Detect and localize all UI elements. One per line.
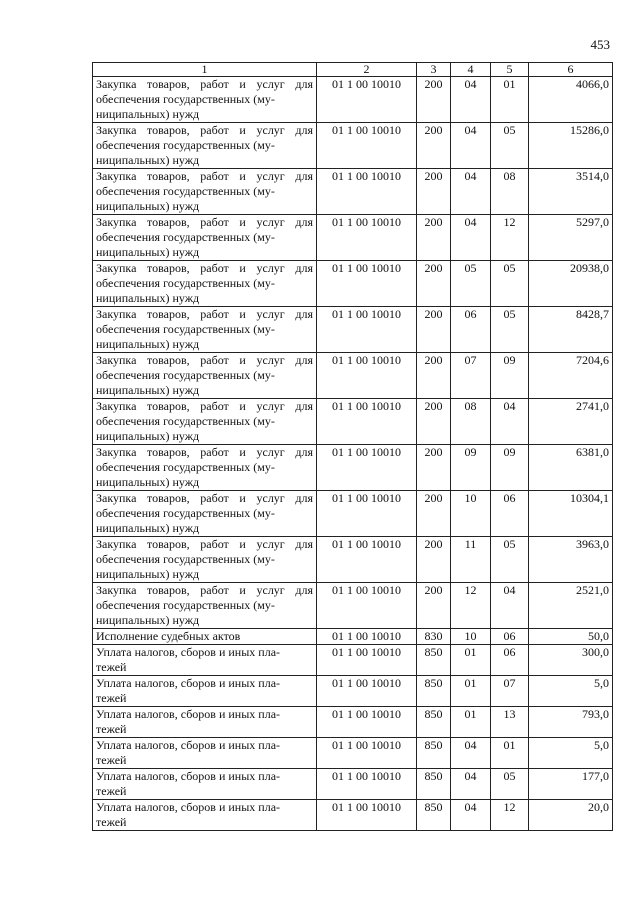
cell-description: Уплата налогов, сборов и иных пла- тежей	[93, 800, 317, 831]
cell-description: Уплата налогов, сборов и иных пла- тежей	[93, 676, 317, 707]
table-row	[93, 491, 613, 537]
cell-amount: 50,0	[529, 629, 613, 645]
cell-amount: 300,0	[529, 645, 613, 676]
cell-expense-type: 200	[417, 261, 451, 307]
cell-description: Закупка товаров, работ и услуг для обеспечения государственных (му- ниципальных) нужд	[93, 169, 317, 215]
cell-description: Закупка товаров, работ и услуг для обеспечения государственных (му- ниципальных) нужд	[93, 491, 317, 537]
cell-expense-type: 200	[417, 353, 451, 399]
cell-amount: 5297,0	[529, 215, 613, 261]
cell-expense-type: 850	[417, 676, 451, 707]
cell-amount: 2741,0	[529, 399, 613, 445]
cell-expense-type: 200	[417, 77, 451, 123]
cell-target-code: 01 1 00 10010	[317, 491, 417, 537]
cell-subsection: 07	[491, 676, 529, 707]
cell-description: Закупка товаров, работ и услуг для обеспечения государственных (му- ниципальных) нужд	[93, 353, 317, 399]
cell-section: 04	[451, 800, 491, 831]
cell-description: Уплата налогов, сборов и иных пла- тежей	[93, 645, 317, 676]
cell-description: Закупка товаров, работ и услуг для обеспечения государственных (му- ниципальных) нужд	[93, 399, 317, 445]
cell-target-code: 01 1 00 10010	[317, 169, 417, 215]
cell-amount: 6381,0	[529, 445, 613, 491]
cell-expense-type: 200	[417, 583, 451, 629]
column-header: 3	[417, 63, 451, 77]
cell-description: Закупка товаров, работ и услуг для обеспечения государственных (му- ниципальных) нужд	[93, 445, 317, 491]
cell-section: 01	[451, 645, 491, 676]
table-row	[93, 583, 613, 629]
cell-amount: 5,0	[529, 738, 613, 769]
cell-amount: 10304,1	[529, 491, 613, 537]
cell-section: 10	[451, 629, 491, 645]
table-row	[93, 215, 613, 261]
cell-target-code: 01 1 00 10010	[317, 629, 417, 645]
cell-section: 01	[451, 676, 491, 707]
cell-target-code: 01 1 00 10010	[317, 77, 417, 123]
column-header: 4	[451, 63, 491, 77]
column-header: 2	[317, 63, 417, 77]
cell-subsection: 09	[491, 353, 529, 399]
cell-amount: 4066,0	[529, 77, 613, 123]
cell-description: Уплата налогов, сборов и иных пла- тежей	[93, 738, 317, 769]
cell-amount: 793,0	[529, 707, 613, 738]
cell-amount: 3514,0	[529, 169, 613, 215]
table-row	[93, 707, 613, 738]
table-row	[93, 353, 613, 399]
cell-subsection: 05	[491, 261, 529, 307]
column-header: 1	[93, 63, 317, 77]
cell-description: Закупка товаров, работ и услуг для обеспечения государственных (му- ниципальных) нужд	[93, 123, 317, 169]
cell-subsection: 13	[491, 707, 529, 738]
cell-section: 11	[451, 537, 491, 583]
cell-subsection: 01	[491, 738, 529, 769]
cell-target-code: 01 1 00 10010	[317, 445, 417, 491]
cell-section: 04	[451, 169, 491, 215]
cell-description: Уплата налогов, сборов и иных пла- тежей	[93, 707, 317, 738]
cell-description: Закупка товаров, работ и услуг для обеспечения государственных (му- ниципальных) нужд	[93, 583, 317, 629]
cell-target-code: 01 1 00 10010	[317, 399, 417, 445]
cell-subsection: 06	[491, 645, 529, 676]
cell-expense-type: 850	[417, 800, 451, 831]
budget-table	[92, 62, 613, 831]
table-row	[93, 629, 613, 645]
cell-description: Уплата налогов, сборов и иных пла- тежей	[93, 769, 317, 800]
table-row	[93, 769, 613, 800]
table-row	[93, 261, 613, 307]
cell-section: 04	[451, 215, 491, 261]
cell-target-code: 01 1 00 10010	[317, 769, 417, 800]
cell-description: Закупка товаров, работ и услуг для обеспечения государственных (му- ниципальных) нужд	[93, 307, 317, 353]
cell-expense-type: 200	[417, 215, 451, 261]
cell-target-code: 01 1 00 10010	[317, 537, 417, 583]
cell-subsection: 04	[491, 583, 529, 629]
cell-section: 05	[451, 261, 491, 307]
column-header: 6	[529, 63, 613, 77]
cell-description: Закупка товаров, работ и услуг для обеспечения государственных (му- ниципальных) нужд	[93, 261, 317, 307]
cell-target-code: 01 1 00 10010	[317, 738, 417, 769]
cell-amount: 3963,0	[529, 537, 613, 583]
cell-section: 10	[451, 491, 491, 537]
cell-description: Закупка товаров, работ и услуг для обеспечения государственных (му- ниципальных) нужд	[93, 77, 317, 123]
table-row	[93, 445, 613, 491]
cell-description: Закупка товаров, работ и услуг для обеспечения государственных (му- ниципальных) нужд	[93, 215, 317, 261]
cell-subsection: 12	[491, 800, 529, 831]
cell-subsection: 04	[491, 399, 529, 445]
cell-target-code: 01 1 00 10010	[317, 215, 417, 261]
cell-section: 06	[451, 307, 491, 353]
cell-expense-type: 850	[417, 707, 451, 738]
cell-section: 09	[451, 445, 491, 491]
table-row	[93, 800, 613, 831]
cell-subsection: 05	[491, 307, 529, 353]
table-body	[93, 77, 613, 831]
cell-section: 01	[451, 707, 491, 738]
cell-expense-type: 850	[417, 769, 451, 800]
cell-subsection: 09	[491, 445, 529, 491]
cell-amount: 177,0	[529, 769, 613, 800]
cell-amount: 7204,6	[529, 353, 613, 399]
cell-subsection: 06	[491, 491, 529, 537]
table-row	[93, 123, 613, 169]
table-row	[93, 738, 613, 769]
cell-expense-type: 200	[417, 123, 451, 169]
cell-target-code: 01 1 00 10010	[317, 707, 417, 738]
table-row	[93, 537, 613, 583]
cell-section: 12	[451, 583, 491, 629]
cell-section: 08	[451, 399, 491, 445]
cell-subsection: 08	[491, 169, 529, 215]
cell-expense-type: 200	[417, 399, 451, 445]
cell-subsection: 06	[491, 629, 529, 645]
cell-target-code: 01 1 00 10010	[317, 583, 417, 629]
cell-expense-type: 850	[417, 645, 451, 676]
cell-description: Закупка товаров, работ и услуг для обеспечения государственных (му- ниципальных) нужд	[93, 537, 317, 583]
cell-section: 04	[451, 738, 491, 769]
cell-section: 04	[451, 123, 491, 169]
cell-target-code: 01 1 00 10010	[317, 261, 417, 307]
cell-amount: 8428,7	[529, 307, 613, 353]
page-number: 453	[590, 37, 610, 52]
cell-expense-type: 200	[417, 537, 451, 583]
cell-target-code: 01 1 00 10010	[317, 353, 417, 399]
cell-expense-type: 830	[417, 629, 451, 645]
cell-section: 04	[451, 769, 491, 800]
table-row	[93, 77, 613, 123]
cell-subsection: 05	[491, 123, 529, 169]
table-row	[93, 645, 613, 676]
cell-target-code: 01 1 00 10010	[317, 676, 417, 707]
cell-subsection: 01	[491, 77, 529, 123]
cell-expense-type: 200	[417, 491, 451, 537]
cell-amount: 2521,0	[529, 583, 613, 629]
cell-section: 07	[451, 353, 491, 399]
cell-target-code: 01 1 00 10010	[317, 307, 417, 353]
cell-target-code: 01 1 00 10010	[317, 645, 417, 676]
cell-amount: 20,0	[529, 800, 613, 831]
cell-target-code: 01 1 00 10010	[317, 123, 417, 169]
cell-amount: 5,0	[529, 676, 613, 707]
cell-expense-type: 850	[417, 738, 451, 769]
table-row	[93, 399, 613, 445]
cell-target-code: 01 1 00 10010	[317, 800, 417, 831]
cell-section: 04	[451, 77, 491, 123]
cell-subsection: 05	[491, 537, 529, 583]
cell-expense-type: 200	[417, 169, 451, 215]
cell-amount: 15286,0	[529, 123, 613, 169]
cell-expense-type: 200	[417, 307, 451, 353]
cell-subsection: 05	[491, 769, 529, 800]
cell-description: Исполнение судебных актов	[93, 629, 317, 645]
cell-amount: 20938,0	[529, 261, 613, 307]
table-row	[93, 307, 613, 353]
table-row	[93, 169, 613, 215]
column-header: 5	[491, 63, 529, 77]
cell-subsection: 12	[491, 215, 529, 261]
table-row	[93, 676, 613, 707]
table-header-row	[93, 63, 613, 77]
cell-expense-type: 200	[417, 445, 451, 491]
